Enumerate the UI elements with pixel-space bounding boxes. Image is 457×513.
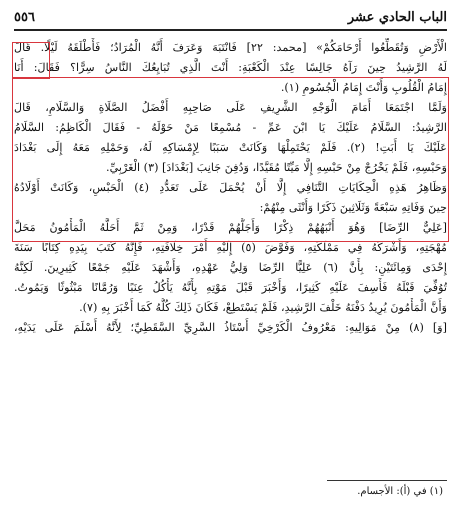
footnote-rule [327, 480, 447, 481]
text-line: وَحَبْسِهِ، فَلَمْ يَخْرُجْ مِنْ حَبْسِهِ إِلَّا مَيِّتًا مُقَيَّدًا، وَدُفِنَ جَانِبَ [بَغْدَادَ] (٣) الْغَرْبِيِّ. [106, 161, 447, 174]
text-line: إِمَامُ الْقُلُوبِ وَأَنْتَ إِمَامُ الْجُسُومِ (١). [280, 81, 447, 94]
page-number: ٥٥٦ [14, 9, 35, 25]
footnote: (١) في (أ): الأجسام. [357, 486, 443, 497]
text-line: [عَلِيٌّ الرِّضَا] وَهُوَ أَنْبَهُهُمْ ذِكْرًا وَأَجَلُّهُمْ قَدْرًا، وَمِنْ ثَمَّ أَحَلَّهُ الْمَأْمُونُ مَحَلَّ [14, 221, 447, 234]
text-line: مُهْجَتِهِ، وَأَشْرَكَهُ فِي مَمْلَكَتِهِ، وَفَوَّضَ (٥) إِلَيْهِ أَمْرَ خِلَافَتِهِ، فَإِنَّهُ كَتَبَ بِيَدِهِ كِتَابًا سَنَةَ [14, 241, 447, 254]
page-header [14, 6, 447, 28]
text-line: وَلَمَّا اجْتَمَعَا أَمَامَ الْوَجْهِ الشَّرِيفِ عَلَى صَاحِبِهِ أَفْضَلُ الصَّلَاةِ وَالسَّلَامِ، قَالَ [14, 101, 447, 114]
text-line: وَظَاهِرُ هَذِهِ الْحِكَايَاتِ التَّنَافِي إِلَّا أَنْ يُحْمَلَ عَلَى تَعَدُّدِ (٤) الْحَبْسِ، وَكَانَتْ أَوْلَادُهُ [14, 181, 447, 194]
body-text [14, 38, 447, 338]
text-line: الْأَرْضِ وَتُقَطِّعُوا أَرْحَامَكُمْ» [محمد: ٢٢] فَانْتَبَهَ وَعَرَفَ أَنَّهُ الْمُرَادُ؛ فَأَطْلَقَهُ لَيْلًا. قَالَ [14, 41, 447, 54]
text-line: عَلَيْكَ يَا أَبَتِ! (٢). فَلَمْ يَحْتَمِلْهَا وَكَانَتْ سَبَبًا لِإِمْسَاكِهِ لَهُ، وَحَمْلِهِ مَعَهُ إِلَى بَغْدَادَ [14, 141, 447, 154]
text-line: [وَ] (٨) مِنْ مَوَالِيهِ: مَعْرُوفُ الْكَرْخِيِّ أُسْتَاذُ السَّرِيِّ السَّقَطِيِّ؛ لِأَنَّهُ أَسْلَمَ عَلَى يَدَيْهِ، [14, 321, 447, 334]
chapter-title: الباب الحادي عشر [347, 9, 447, 25]
text-line: الرَّشِيدُ: السَّلَامُ عَلَيْكَ يَا ابْنَ عَمِّ - مُسْمِعًا مَنْ حَوْلَهُ - فَقَالَ الْكَاظِمُ: السَّلَامُ [14, 121, 447, 134]
text-line: لَهُ الرَّشِيدُ حِينَ رَآهُ جَالِسًا عِنْدَ الْكَعْبَةِ: أَنْتَ الَّذِي تُبَايِعُكَ النَّاسُ سِرًّا؟ فَقَالَ: أَنَا [14, 61, 447, 74]
text-line: إِحْدَى وَمِائَتَيْنِ: بِأَنَّ (٦) عَلِيًّا الرِّضَا وَلِيُّ عَهْدِهِ، وَأَشْهَدَ عَلَيْهِ جَمْعًا كَثِيرِينَ. لَكِنَّهُ [14, 261, 447, 274]
text-line: حِينَ وَفَاتِهِ سَبْعَةً وَثَلَاثِينَ ذَكَرًا وَأُنْثَى مِنْهُمْ: [259, 201, 447, 214]
header-rule [14, 29, 447, 31]
text-line: تُوُفِّيَ قَبْلَهُ فَأَسِفَ عَلَيْهِ كَثِيرًا، وَأَخْبَرَ قَبْلَ مَوْتِهِ بِأَنَّهُ يَأْكُلُ عِنَبًا وَرُمَّانًا مَبْثُوثًا وَيَمُوتُ. [14, 281, 447, 294]
text-line: وَأَنَّ الْمَأْمُونَ يُرِيدُ دَفْنَهُ خَلْفَ الرَّشِيدِ، فَلَمْ يَسْتَطِعْ، فَكَانَ ذَلِكَ كُلُّهُ كَمَا أَخْبَرَ بِهِ (٧). [79, 301, 447, 314]
